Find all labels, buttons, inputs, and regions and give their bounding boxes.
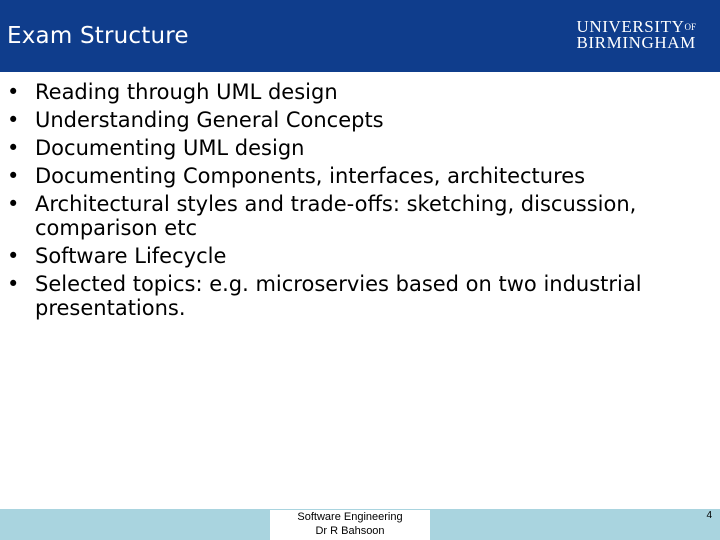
bullet-item	[0, 164, 700, 188]
bullet-text: Architectural styles and trade-offs: sketching, discussion, comparison etc	[35, 192, 637, 240]
logo-superscript: OF	[684, 22, 696, 32]
bullet-text: Reading through UML design	[35, 80, 338, 104]
bullet-marker: •	[7, 108, 20, 132]
logo-line-2: BIRMINGHAM	[576, 33, 696, 52]
bullet-item	[0, 272, 700, 320]
bullet-text: Documenting Components, interfaces, architectures	[35, 164, 586, 188]
bullet-marker: •	[7, 244, 20, 268]
bullet-item	[0, 136, 700, 160]
slide-title: Exam Structure	[7, 23, 189, 49]
footer-author: Dr R Bahsoon	[315, 525, 385, 537]
bullet-marker: •	[7, 272, 20, 296]
page-number: 4	[706, 510, 712, 521]
bullet-text: Software Lifecycle	[35, 244, 227, 268]
bullet-marker: •	[7, 136, 20, 160]
bullet-marker: •	[7, 80, 20, 104]
logo-line-1: UNIVERSITY	[576, 17, 685, 36]
footer-course: Software Engineering	[297, 511, 403, 523]
bullet-marker: •	[7, 164, 20, 188]
bullet-text: Selected topics: e.g. microservies based on two industrial presentations.	[35, 272, 642, 320]
bullet-item	[0, 192, 700, 240]
bullet-marker: •	[7, 192, 20, 216]
university-logo	[576, 19, 696, 51]
bullet-text: Documenting UML design	[35, 136, 305, 160]
bullet-item	[0, 80, 700, 104]
bullet-list	[0, 80, 700, 324]
bullet-text: Understanding General Concepts	[35, 108, 384, 132]
footer-caption	[270, 510, 430, 540]
bullet-item	[0, 244, 700, 268]
slide-header	[0, 0, 720, 72]
bullet-item	[0, 108, 700, 132]
